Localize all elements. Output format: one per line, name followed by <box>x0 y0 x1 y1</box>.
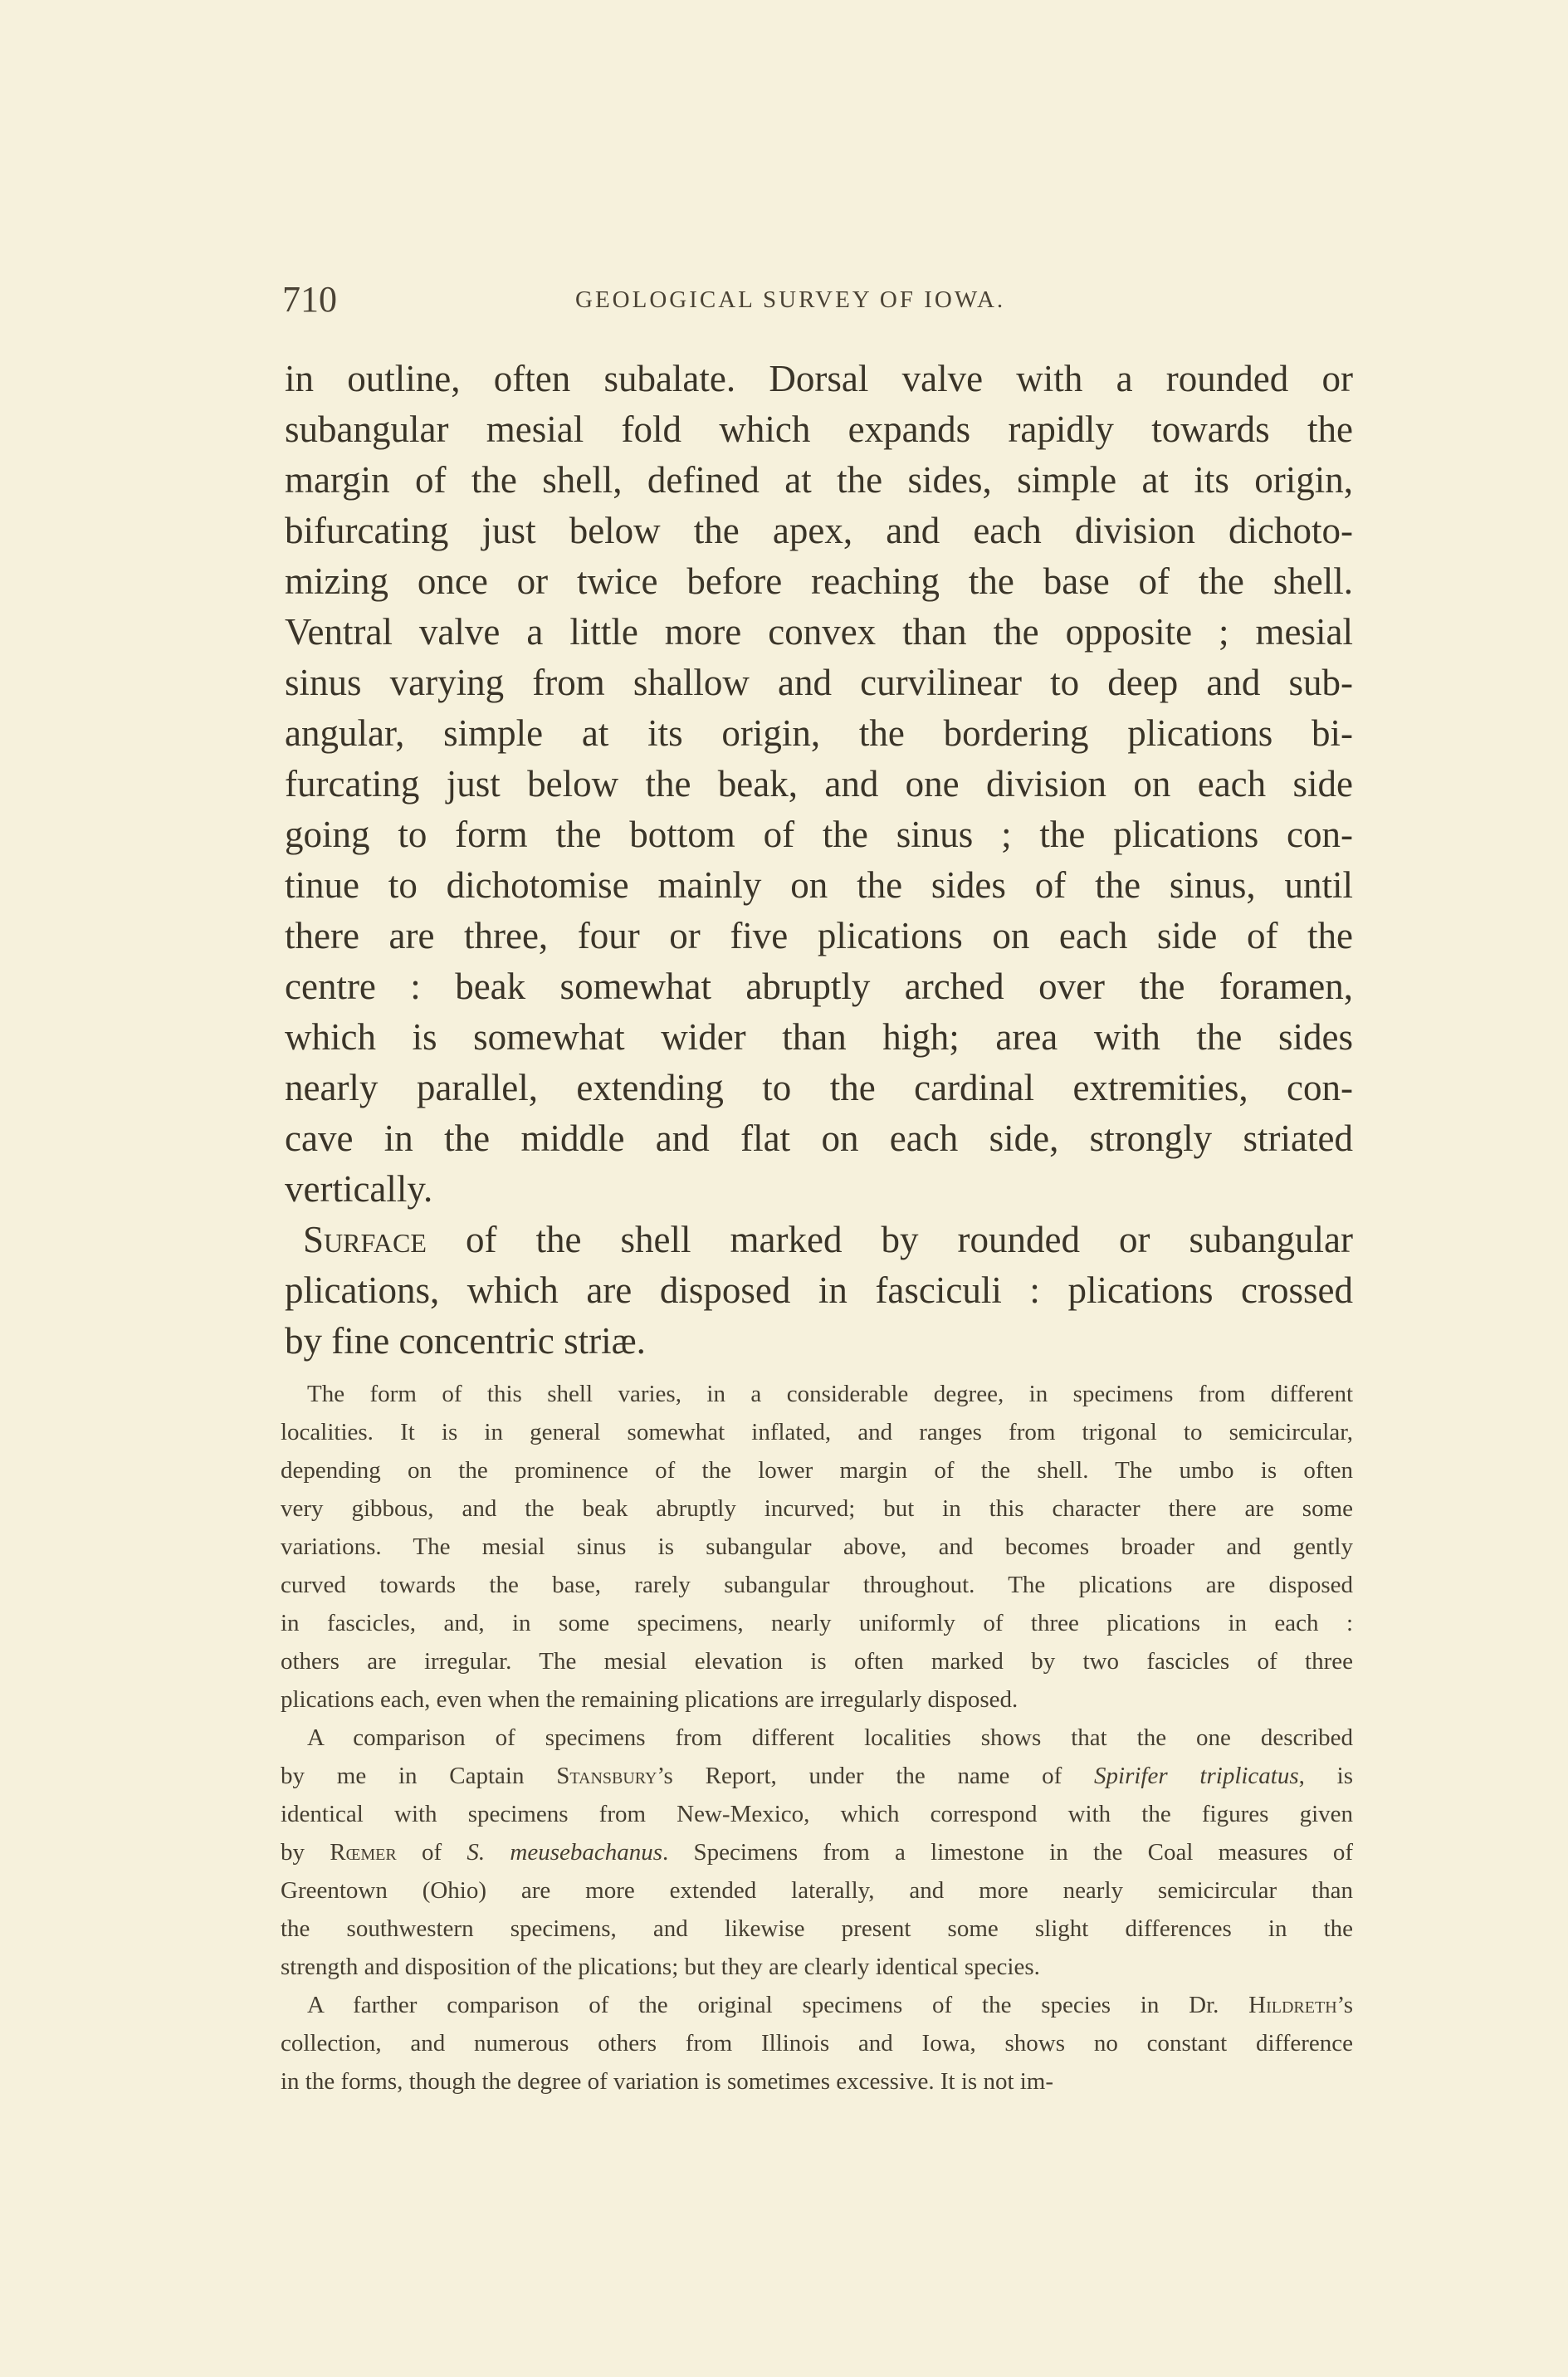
paragraph <box>285 354 1353 1215</box>
text-line <box>281 1489 1353 1528</box>
text-segment: , is <box>1298 1763 1354 1789</box>
paragraph <box>285 1215 1353 1367</box>
text-line <box>281 1910 1353 1948</box>
text-line <box>285 1265 1353 1316</box>
text-line <box>281 1757 1353 1795</box>
text-line <box>281 2062 1353 2101</box>
text-line <box>285 809 1353 860</box>
text-line <box>281 1642 1353 1680</box>
text-line <box>285 1215 1353 1265</box>
text-line <box>285 911 1353 961</box>
text-line <box>281 1413 1353 1451</box>
text-line <box>285 961 1353 1012</box>
text-segment: others are irregular. The mesial elevation is often marked by two fascicles of three <box>281 1648 1353 1675</box>
text-line <box>285 404 1353 455</box>
text-segment: in fascicles, and, in some specimens, nearly uniformly of three plications in each : <box>281 1610 1353 1636</box>
text-segment: strength and disposition of the plications; but they are clearly identical species. <box>281 1954 1040 1980</box>
text-line <box>281 1795 1353 1833</box>
text-line <box>285 1113 1353 1164</box>
text-line <box>285 607 1353 658</box>
text-segment: Greentown (Ohio) are more extended laterally, and more nearly semicircular than <box>281 1877 1353 1904</box>
italic-text: S. meusebachanus <box>466 1839 663 1866</box>
text-segment: identical with specimens from New-Mexico, which correspond with the figures given <box>281 1801 1353 1827</box>
text-line <box>281 1986 1353 2024</box>
text-segment: which is somewhat wider than high; area with the sides <box>285 1016 1353 1058</box>
text-line <box>285 658 1353 708</box>
paragraph <box>281 1375 1353 1719</box>
small-caps-text: Hildreth <box>1248 1992 1337 2018</box>
text-line <box>285 455 1353 506</box>
paragraph <box>281 1719 1353 1986</box>
text-segment: localities. It is in general somewhat inflated, and ranges from trigonal to semicircular, <box>281 1419 1353 1445</box>
species-description <box>285 354 1353 1367</box>
text-segment: margin of the shell, defined at the sides, simple at its origin, <box>285 459 1353 501</box>
text-segment: very gibbous, and the beak abruptly incurved; but in this character there are some <box>281 1495 1353 1522</box>
text-line <box>281 1604 1353 1642</box>
text-line <box>285 556 1353 607</box>
text-segment: in the forms, though the degree of variation is sometimes excessive. It is not im- <box>281 2068 1054 2095</box>
text-segment: Ventral valve a little more convex than the opposite ; mesial <box>285 611 1353 653</box>
text-segment: nearly parallel, extending to the cardinal extremities, con- <box>285 1067 1353 1108</box>
text-line <box>285 860 1353 911</box>
text-line <box>285 1063 1353 1113</box>
text-line <box>285 354 1353 404</box>
text-line <box>281 1451 1353 1489</box>
text-segment: in outline, often subalate. Dorsal valve with a rounded or <box>285 358 1353 399</box>
text-line <box>285 506 1353 556</box>
text-line <box>285 1316 1353 1367</box>
text-segment: of <box>396 1839 467 1866</box>
text-line <box>281 1719 1353 1757</box>
text-segment: ’s Report, under the name of <box>657 1763 1095 1789</box>
text-segment: by <box>281 1839 330 1866</box>
text-segment: A farther comparison of the original specimens of the species in Dr. <box>307 1992 1249 2018</box>
text-segment: centre : beak somewhat abruptly arched over the foramen, <box>285 966 1353 1007</box>
text-line <box>281 1833 1353 1871</box>
text-segment: vertically. <box>285 1168 433 1210</box>
text-segment: subangular mesial fold which expands rapidly towards the <box>285 408 1353 450</box>
text-segment: of the shell marked by rounded or subangular <box>426 1219 1353 1260</box>
text-segment: the southwestern specimens, and likewise present some slight differences in the <box>281 1915 1353 1942</box>
text-line <box>281 1948 1353 1986</box>
text-segment: collection, and numerous others from Illinois and Iowa, shows no constant difference <box>281 2030 1353 2057</box>
page-number: 710 <box>282 279 337 320</box>
text-line <box>281 1528 1353 1566</box>
text-segment: curved towards the base, rarely subangular throughout. The plications are disposed <box>281 1572 1353 1598</box>
species-remarks <box>281 1375 1353 2101</box>
text-segment: A comparison of specimens from different localities shows that the one described <box>307 1724 1353 1751</box>
text-line <box>281 2024 1353 2062</box>
text-line <box>281 1375 1353 1413</box>
text-line <box>285 759 1353 809</box>
text-segment: tinue to dichotomise mainly on the sides of the sinus, until <box>285 864 1353 906</box>
text-segment: mizing once or twice before reaching the base of the shell. <box>285 560 1353 602</box>
text-segment: sinus varying from shallow and curvilinear to deep and sub- <box>285 662 1353 703</box>
small-caps-text: Surface <box>303 1219 427 1260</box>
text-segment: cave in the middle and flat on each side, strongly striated <box>285 1118 1353 1159</box>
text-segment: The form of this shell varies, in a considerable degree, in specimens from different <box>307 1381 1353 1407</box>
small-caps-text: Rœmer <box>330 1839 397 1866</box>
text-segment: ’s <box>1336 1992 1353 2018</box>
text-line <box>281 1680 1353 1719</box>
running-title: GEOLOGICAL SURVEY OF IOWA. <box>575 286 1006 313</box>
text-line <box>281 1566 1353 1604</box>
text-line <box>285 1164 1353 1215</box>
text-segment: depending on the prominence of the lower margin of the shell. The umbo is often <box>281 1457 1353 1484</box>
text-line <box>285 1012 1353 1063</box>
text-segment: bifurcating just below the apex, and each division dichoto- <box>285 510 1353 551</box>
text-line <box>285 708 1353 759</box>
text-segment: there are three, four or five plications on each side of the <box>285 915 1353 956</box>
text-line <box>281 1871 1353 1910</box>
text-segment: furcating just below the beak, and one division on each side <box>285 763 1353 805</box>
text-segment: plications, which are disposed in fasciculi : plications crossed <box>285 1269 1353 1311</box>
paragraph <box>281 1986 1353 2101</box>
italic-text: Spirifer triplicatus <box>1094 1763 1299 1789</box>
text-segment: variations. The mesial sinus is subangular above, and becomes broader and gently <box>281 1533 1353 1560</box>
text-segment: by me in Captain <box>281 1763 557 1789</box>
small-caps-text: Stansbury <box>556 1763 657 1789</box>
text-segment: angular, simple at its origin, the bordering plications bi- <box>285 712 1353 754</box>
text-segment: plications each, even when the remaining plications are irregularly disposed. <box>281 1686 1018 1713</box>
text-segment: . Specimens from a limestone in the Coal measures of <box>662 1839 1353 1866</box>
text-segment: going to form the bottom of the sinus ; the plications con- <box>285 814 1353 855</box>
text-segment: by fine concentric striæ. <box>285 1320 646 1362</box>
